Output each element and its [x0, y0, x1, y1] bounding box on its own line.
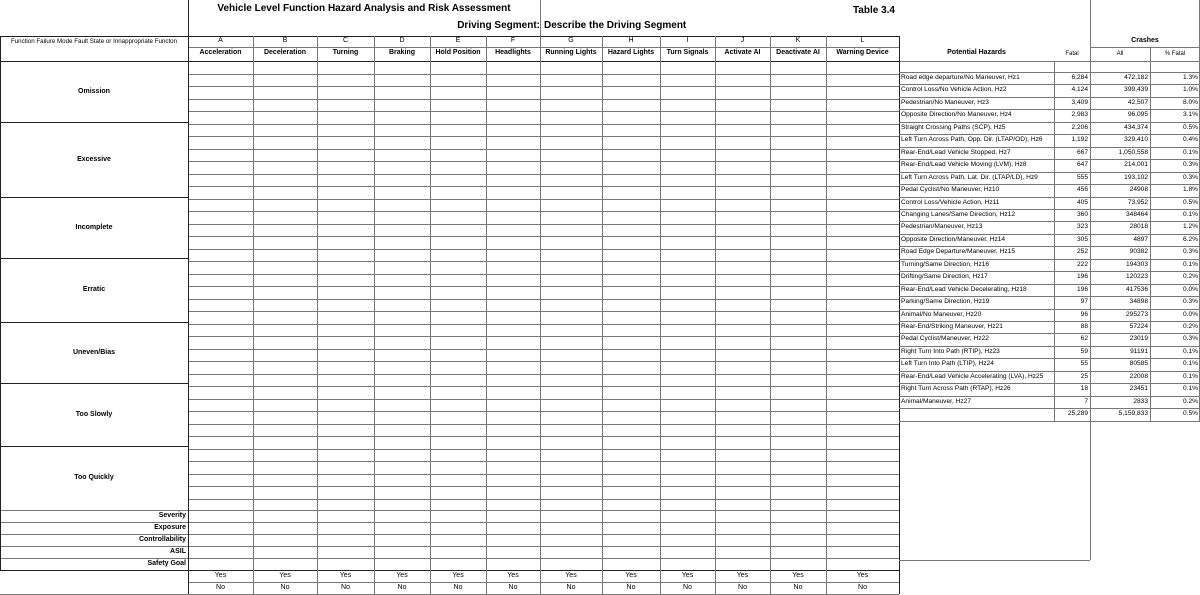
- grid-line: [1090, 47, 1200, 48]
- column-letter-a: A: [218, 37, 223, 44]
- no-option-l[interactable]: No: [858, 584, 867, 591]
- hazard-all-26: 23451: [1129, 385, 1148, 393]
- hazard-all-22: 23019: [1129, 335, 1148, 343]
- hazard-name-27: Animal/Maneuver, Hz27: [901, 397, 972, 405]
- grid-line: [602, 36, 603, 594]
- grid-line: [188, 286, 899, 287]
- grid-line: [899, 97, 1200, 98]
- grid-line: [899, 61, 1200, 62]
- hazard-fatal-18: 196: [1076, 285, 1088, 293]
- column-header-k: Deactivate AI: [776, 49, 820, 56]
- grid-line: [188, 336, 899, 337]
- grid-line: [188, 211, 899, 212]
- grid-line: [0, 383, 188, 384]
- hazard-pct-fatal-3: 8.0%: [1182, 98, 1198, 106]
- grid-line: [899, 84, 1200, 85]
- hazard-name-23: Right Turn Into Path (RTIP), Hz23: [901, 347, 1000, 355]
- column-header-i: Turn Signals: [666, 49, 709, 56]
- hazard-fatal-25: 25: [1080, 372, 1088, 380]
- hazard-all-15: 90382: [1129, 248, 1148, 256]
- hazard-pct-fatal-14: 6.2%: [1182, 235, 1198, 243]
- hazard-pct-fatal-11: 0.5%: [1182, 198, 1198, 206]
- grid-line: [188, 136, 899, 137]
- hazard-name-20: Animal/No Maneuver, Hz20: [901, 310, 982, 318]
- column-header-e: Hold Position: [435, 49, 481, 56]
- hazard-fatal-9: 555: [1076, 173, 1088, 181]
- grid-line: [899, 221, 1200, 222]
- no-option-j[interactable]: No: [738, 584, 747, 591]
- grid-line: [899, 234, 1200, 235]
- hazard-name-17: Drifting/Same Direction, Hz17: [901, 273, 988, 281]
- assessment-exposure: Exposure: [154, 524, 186, 531]
- grid-line: [899, 358, 1200, 359]
- hazard-all-24: 80585: [1129, 360, 1148, 368]
- hazard-all-25: 22008: [1129, 372, 1148, 380]
- grid-line: [899, 159, 1200, 160]
- hazard-all-5: 434,374: [1124, 123, 1148, 131]
- grid-line: [899, 172, 1200, 173]
- grid-line: [1150, 47, 1151, 421]
- hazard-fatal-3: 3,409: [1071, 98, 1088, 106]
- hazard-name-14: Opposite Direction/Maneuver, Hz14: [901, 235, 1006, 243]
- grid-line: [188, 582, 899, 583]
- grid-line: [899, 396, 1200, 397]
- grid-line: [660, 36, 661, 594]
- hazard-pct-fatal-25: 0.1%: [1182, 372, 1198, 380]
- hazard-all-4: 96,095: [1127, 111, 1148, 119]
- no-option-b[interactable]: No: [280, 584, 290, 591]
- grid-line: [899, 271, 1200, 272]
- hazard-name-8: Rear-End/Lead Vehicle Moving (LVM), Hz8: [901, 161, 1027, 169]
- hazard-name-6: Left Turn Across Path, Opp. Dir. (LTAP/OD), Hz6: [901, 136, 1043, 144]
- hazard-name-13: Pedestrian/Maneuver, Hz13: [901, 223, 983, 231]
- grid-line: [899, 122, 1200, 123]
- grid-line: [188, 324, 899, 325]
- grid-line: [188, 436, 899, 437]
- hazard-all-17: 120223: [1125, 273, 1148, 281]
- hazard-all-13: 28018: [1129, 223, 1148, 231]
- grid-line: [899, 209, 1200, 210]
- grid-line: [899, 36, 900, 594]
- crashes-header: Crashes: [1131, 37, 1159, 44]
- hazard-fatal-1: 6,284: [1071, 74, 1088, 81]
- hazard-name-10: Pedal Cyclist/No Maneuver, Hz10: [901, 186, 1000, 194]
- hazard-name-5: Straight Crossing Paths (SCP), Hz5: [901, 123, 1006, 131]
- grid-line: [899, 421, 1200, 422]
- grid-line: [899, 109, 1200, 110]
- grid-line: [188, 261, 899, 262]
- grid-line: [188, 299, 899, 300]
- grid-line: [188, 499, 899, 500]
- hazard-all-27: 2833: [1133, 397, 1148, 405]
- hazard-all-19: 34898: [1129, 298, 1148, 306]
- column-letter-e: E: [455, 37, 461, 44]
- yes-option-c[interactable]: Yes: [339, 572, 352, 579]
- yes-option-e[interactable]: Yes: [452, 572, 464, 579]
- grid-line: [188, 99, 899, 100]
- hazard-all-9: 193,102: [1124, 173, 1148, 181]
- column-letter-h: H: [628, 37, 634, 44]
- grid-line: [899, 371, 1200, 372]
- row-header: Function Failure Mode Fault State or Innappropriate Functon: [10, 38, 178, 45]
- grid-line: [188, 111, 899, 112]
- hazard-name-11: Control Loss/Vehicle Action, Hz11: [901, 198, 1000, 206]
- hazard-fatal-23: 59: [1080, 347, 1088, 355]
- hazard-all-20: 295273: [1125, 310, 1148, 318]
- hazard-pct-fatal-12: 0.1%: [1182, 210, 1198, 218]
- hazard-all-16: 194303: [1125, 260, 1148, 268]
- grid-line: [188, 474, 899, 475]
- hazard-pct-fatal-22: 0.3%: [1182, 335, 1198, 343]
- hazard-all-12: 348464: [1125, 210, 1148, 218]
- hazard-pct-fatal-5: 0.5%: [1182, 123, 1198, 131]
- grid-line: [1054, 61, 1055, 421]
- hazard-name-9: Left Turn Across Path, Lat. Dir. (LTAP/LD), Hz9: [901, 173, 1038, 181]
- grid-line: [0, 446, 188, 447]
- grid-line: [374, 36, 375, 594]
- grid-line: [899, 246, 1200, 247]
- yes-option-d[interactable]: Yes: [396, 572, 408, 579]
- hazard-fatal-15: 252: [1076, 248, 1088, 256]
- assessment-controllability: Controllability: [138, 536, 186, 543]
- failure-mode-uneven-bias: Uneven/Bias: [72, 348, 116, 356]
- assessment-safety-goal: Safety Goal: [147, 560, 186, 567]
- hazard-fatal-2: 4,124: [1071, 86, 1088, 94]
- yes-option-f[interactable]: Yes: [507, 572, 519, 579]
- grid-line: [1090, 47, 1091, 421]
- hazard-fatal-17: 196: [1076, 273, 1088, 281]
- hazard-fatal-7: 667: [1076, 148, 1088, 156]
- grid-line: [188, 199, 899, 200]
- hazard-pct-fatal-18: 0.0%: [1182, 285, 1198, 293]
- grid-line: [188, 236, 899, 237]
- hazard-all-7: 1,050,558: [1118, 148, 1148, 156]
- no-option-c[interactable]: No: [341, 584, 350, 591]
- grid-line: [0, 122, 188, 123]
- no-option-e[interactable]: No: [453, 584, 463, 591]
- grid-line: [899, 296, 1200, 297]
- grid-line: [188, 0, 189, 36]
- hazard-fatal-13: 323: [1076, 223, 1088, 231]
- column-header-b: Deceleration: [263, 49, 307, 56]
- hazard-all-2: 399,439: [1124, 86, 1148, 94]
- hazard-pct-fatal-21: 0.2%: [1182, 323, 1198, 330]
- column-letter-c: C: [342, 37, 349, 44]
- grid-line: [540, 0, 541, 36]
- hazard-fatal-19: 97: [1080, 298, 1088, 306]
- hazard-pct-fatal-27: 0.2%: [1182, 397, 1198, 405]
- column-letter-g: G: [568, 37, 574, 44]
- hazard-name-19: Parking/Same Direction, Hz19: [901, 298, 990, 306]
- grid-line: [188, 311, 899, 312]
- grid-line: [899, 333, 1200, 334]
- grid-line: [188, 349, 899, 350]
- column-letter-l: L: [860, 37, 865, 44]
- hazard-name-18: Rear-End/Lead Vehicle Decelerating, Hz18: [901, 285, 1027, 293]
- hazard-name-12: Changing Lanes/Same Direction, Hz12: [901, 210, 1015, 218]
- hazard-fatal-10: 456: [1076, 186, 1088, 194]
- hazard-all-3: 42,507: [1127, 98, 1148, 106]
- total-pct-fatal: 0.5%: [1182, 410, 1198, 418]
- hazard-name-22: Pedal Cyclist/Maneuver, Hz22: [901, 335, 989, 343]
- grid-line: [826, 36, 827, 594]
- grid-line: [188, 449, 899, 450]
- grid-line: [188, 461, 899, 462]
- grid-line: [188, 399, 899, 400]
- hazard-all-6: 329,410: [1124, 136, 1148, 144]
- hazard-name-7: Rear-End/Lead Vehicle Stopped, Hz7: [901, 148, 1011, 156]
- grid-line: [899, 309, 1200, 310]
- failure-mode-incomplete: Incomplete: [75, 223, 113, 231]
- hazard-name-2: Control Loss/No Vehicle Action, Hz2: [901, 86, 1007, 94]
- hazard-all-23: 91191: [1130, 347, 1148, 355]
- hazard-name-21: Rear-End/Striking Maneuver, Hz21: [901, 323, 1003, 330]
- hazard-fatal-20: 96: [1080, 310, 1088, 318]
- yes-option-a[interactable]: Yes: [214, 572, 227, 579]
- hazard-fatal-21: 88: [1080, 323, 1088, 330]
- no-option-d[interactable]: No: [397, 584, 407, 591]
- hazard-fatal-26: 18: [1080, 385, 1088, 393]
- grid-line: [540, 36, 541, 594]
- hazard-all-14: 4897: [1133, 235, 1148, 243]
- grid-line: [253, 36, 254, 594]
- hazard-name-15: Road Edge Departure/Maneuver, Hz15: [901, 248, 1015, 256]
- grid-line: [188, 74, 899, 75]
- failure-mode-erratic: Erratic: [82, 286, 106, 293]
- hazard-name-16: Turning/Same Direction, Hz16: [901, 260, 990, 268]
- column-letter-i: I: [686, 37, 689, 44]
- hazard-all-1: 472,182: [1124, 74, 1148, 81]
- column-letter-k: K: [795, 37, 801, 44]
- no-option-i[interactable]: No: [683, 584, 692, 591]
- hazard-pct-fatal-20: 0.0%: [1182, 310, 1198, 318]
- failure-mode-omission: Omission: [78, 87, 110, 95]
- yes-option-i[interactable]: Yes: [681, 572, 694, 579]
- segment-description: Describe the Driving Segment: [544, 20, 687, 31]
- column-header-j: Activate AI: [724, 49, 761, 56]
- column-header-g: Running Lights: [545, 49, 597, 56]
- grid-line: [188, 186, 899, 187]
- grid-line: [188, 411, 899, 412]
- hazard-fatal-27: 7: [1084, 397, 1088, 405]
- grid-line: [317, 36, 318, 594]
- hazard-name-4: Opposite Direction/No Maneuver, Hz4: [901, 111, 1012, 119]
- column-header-l: Warning Device: [836, 49, 889, 56]
- failure-mode-too-quickly: Too Quickly: [74, 474, 114, 481]
- hazard-pct-fatal-17: 0.2%: [1182, 273, 1198, 281]
- yes-option-k[interactable]: Yes: [792, 572, 804, 579]
- hazard-pct-fatal-19: 0.3%: [1182, 298, 1198, 306]
- no-option-f[interactable]: No: [508, 584, 518, 591]
- no-option-h[interactable]: No: [626, 584, 636, 591]
- hazard-pct-fatal-9: 0.3%: [1182, 173, 1198, 181]
- grid-line: [188, 361, 899, 362]
- grid-line: [0, 61, 188, 62]
- hazard-all-21: 57224: [1129, 323, 1148, 330]
- grid-line: [188, 36, 189, 594]
- column-header-h: Hazard Lights: [607, 49, 655, 56]
- hazard-fatal-11: 405: [1076, 198, 1088, 206]
- no-option-a[interactable]: No: [216, 584, 225, 591]
- hazard-all-18: 417536: [1125, 285, 1148, 293]
- no-option-k[interactable]: No: [793, 584, 803, 591]
- hazard-pct-fatal-2: 1.0%: [1182, 86, 1198, 94]
- hazard-fatal-5: 2,206: [1071, 123, 1088, 131]
- grid-line: [188, 274, 899, 275]
- hazard-pct-fatal-13: 1.2%: [1182, 223, 1198, 231]
- grid-line: [899, 346, 1200, 347]
- yes-option-h[interactable]: Yes: [625, 572, 637, 579]
- grid-line: [188, 224, 899, 225]
- grid-line: [899, 72, 1200, 73]
- column-letter-f: F: [510, 37, 516, 44]
- hazard-name-24: Left Turn Into Path (LTIP), Hz24: [901, 360, 994, 368]
- column-letter-j: J: [740, 37, 745, 44]
- hazard-fatal-8: 647: [1076, 161, 1088, 169]
- hazard-name-25: Rear-End/Lead Vehicle Accelerating (LVA), Hz25: [901, 372, 1044, 380]
- hazard-pct-fatal-26: 0.1%: [1182, 385, 1198, 393]
- grid-line: [188, 386, 899, 387]
- hazard-name-3: Pedestrian/No Maneuver, Hz3: [901, 98, 989, 106]
- grid-line: [899, 321, 1200, 322]
- sheet-title: Vehicle Level Function Hazard Analysis and Risk Assessment: [217, 3, 511, 14]
- grid-line: [899, 134, 1200, 135]
- total-fatal: 25,289: [1067, 410, 1088, 418]
- hazard-pct-fatal-10: 1.8%: [1182, 186, 1198, 194]
- hazard-all-11: 73,952: [1127, 198, 1148, 206]
- all-header: All: [1116, 51, 1124, 57]
- yes-option-b[interactable]: Yes: [279, 572, 291, 579]
- column-header-f: Headlights: [495, 49, 531, 56]
- hazard-pct-fatal-8: 0.3%: [1182, 161, 1198, 169]
- hazard-fatal-12: 360: [1076, 210, 1088, 218]
- grid-line: [188, 124, 899, 125]
- grid-line: [0, 197, 188, 198]
- grid-line: [0, 322, 188, 323]
- hazard-all-10: 24908: [1129, 186, 1148, 194]
- assessment-asil: ASIL: [170, 548, 186, 555]
- hazard-pct-fatal-6: 0.4%: [1182, 136, 1198, 144]
- table-number: Table 3.4: [852, 5, 895, 16]
- grid-line: [0, 258, 188, 259]
- grid-line: [899, 383, 1200, 384]
- grid-line: [899, 284, 1200, 285]
- yes-option-l[interactable]: Yes: [856, 572, 869, 579]
- grid-line: [486, 36, 487, 594]
- grid-line: [188, 486, 899, 487]
- hazard-name-1: Road edge departure/No Maneuver, Hz1: [901, 74, 1020, 81]
- column-letter-b: B: [282, 37, 288, 44]
- column-header-a: Acceleration: [199, 49, 242, 56]
- hazard-fatal-16: 222: [1076, 260, 1088, 268]
- segment-label: Driving Segment:: [457, 20, 540, 31]
- grid-line: [770, 36, 771, 594]
- hazard-pct-fatal-24: 0.1%: [1182, 360, 1198, 368]
- grid-line: [899, 184, 1200, 185]
- hazard-pct-fatal-23: 0.1%: [1182, 347, 1198, 355]
- column-header-c: Turning: [332, 49, 359, 56]
- hazard-fatal-4: 2,983: [1071, 111, 1088, 119]
- grid-line: [188, 174, 899, 175]
- no-option-g[interactable]: No: [566, 584, 576, 591]
- fatal-header: Fatal: [1065, 51, 1079, 57]
- grid-line: [0, 36, 899, 37]
- assessment-severity: Severity: [158, 512, 186, 519]
- grid-line: [188, 86, 899, 87]
- hazard-pct-fatal-4: 3.1%: [1182, 111, 1198, 119]
- hazard-name-26: Right Turn Across Path (RTAP), Hz26: [901, 385, 1011, 393]
- hazard-pct-fatal-7: 0.1%: [1182, 148, 1198, 156]
- hazard-fatal-6: 1,192: [1071, 136, 1088, 144]
- hazard-pct-fatal-1: 1.3%: [1182, 74, 1198, 81]
- grid-line: [899, 560, 1090, 561]
- pct-fatal-header: % Fatal: [1164, 51, 1186, 57]
- grid-line: [188, 374, 899, 375]
- grid-line: [188, 424, 899, 425]
- grid-line: [188, 249, 899, 250]
- grid-line: [899, 197, 1200, 198]
- hazard-fatal-24: 55: [1080, 360, 1088, 368]
- hazard-fatal-22: 62: [1080, 335, 1088, 343]
- grid-line: [899, 259, 1200, 260]
- hazard-all-8: 214,001: [1124, 161, 1148, 169]
- grid-line: [899, 147, 1200, 148]
- grid-line: [0, 36, 1, 570]
- grid-line: [715, 36, 716, 594]
- potential-hazards-header: Potential Hazards: [947, 49, 1006, 56]
- yes-option-j[interactable]: Yes: [736, 572, 749, 579]
- grid-line: [188, 47, 899, 48]
- hazard-fatal-14: 305: [1076, 235, 1088, 243]
- grid-line: [188, 161, 899, 162]
- grid-line: [430, 36, 431, 594]
- yes-option-g[interactable]: Yes: [565, 572, 577, 579]
- column-letter-d: D: [399, 37, 405, 44]
- hazard-pct-fatal-15: 0.3%: [1182, 248, 1198, 256]
- grid-line: [188, 149, 899, 150]
- failure-mode-too-slowly: Too Slowly: [75, 410, 113, 418]
- failure-mode-excessive: Excessive: [77, 155, 111, 163]
- total-all: 5,159,833: [1118, 410, 1148, 418]
- column-header-d: Braking: [388, 49, 416, 56]
- hazard-pct-fatal-16: 0.1%: [1182, 260, 1198, 268]
